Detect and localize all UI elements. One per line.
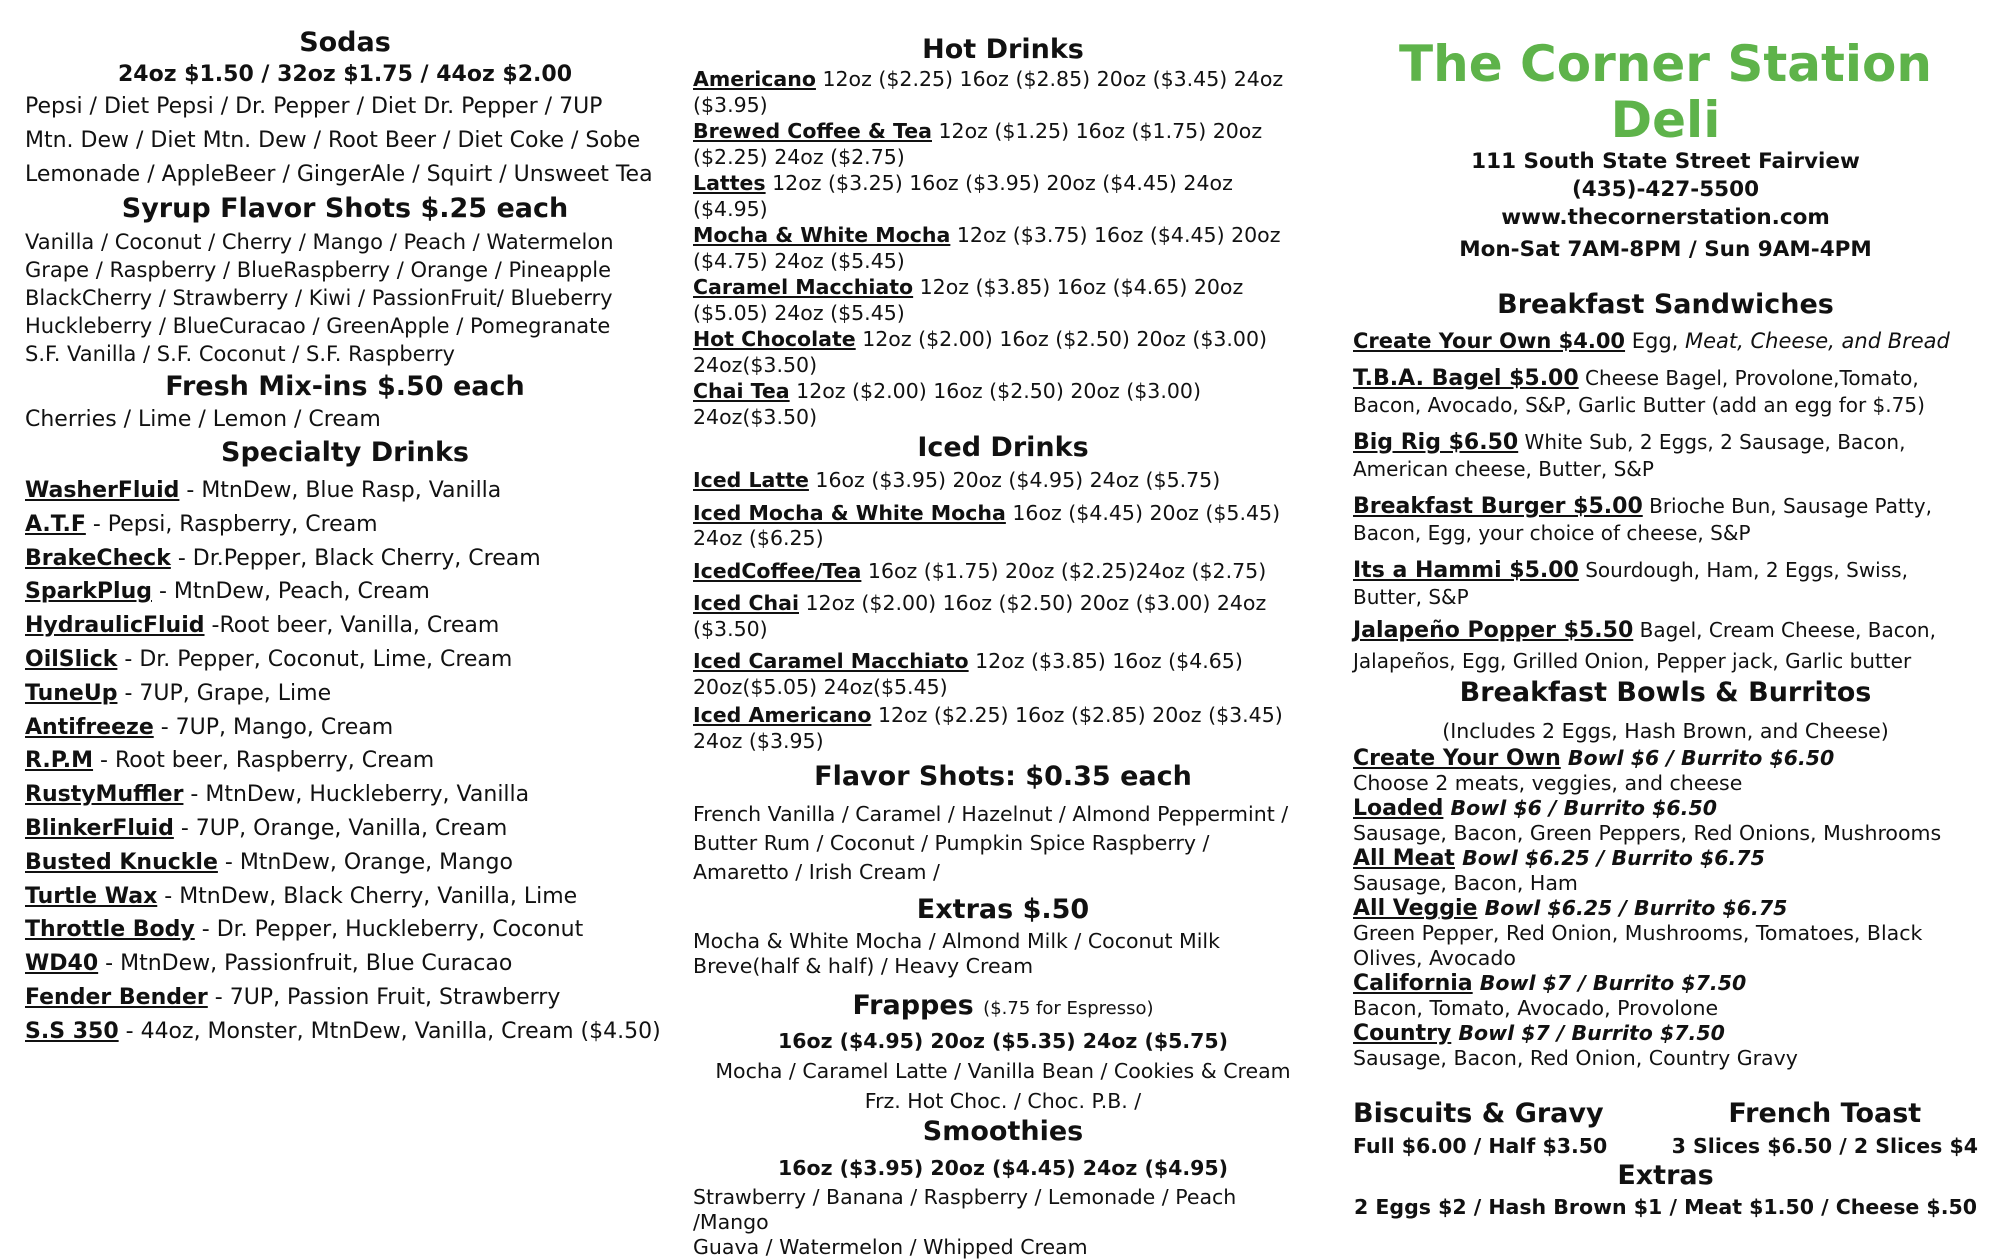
- iced-drink-item: [693, 559, 1313, 585]
- drink-prices: 12oz ($2.25) 16oz ($2.85) 20oz ($3.45) 24oz ($3.95): [693, 703, 1283, 753]
- specialty-item: [25, 677, 665, 711]
- specialty-item: [25, 846, 665, 880]
- biscuits-price: Full $6.00 / Half $3.50: [1353, 1134, 1608, 1158]
- sandwich-item: [1353, 328, 1978, 355]
- bowls-heading: Breakfast Bowls & Burritos: [1459, 677, 1872, 708]
- drink-name: Iced Latte: [693, 468, 809, 492]
- sandwich-item: [1353, 557, 1978, 611]
- specialty-desc: - 44oz, Monster, MtnDew, Vanilla, Cream ($4.50): [118, 1018, 661, 1044]
- specialty-item: [25, 744, 665, 778]
- hot-drink-item: [693, 119, 1313, 170]
- drink-prices: 12oz ($2.00) 16oz ($2.50) 20oz ($3.00) 24oz($3.50): [693, 379, 1201, 429]
- column-coffee-drinks: [693, 0, 1313, 1260]
- flavor-line: Butter Rum / Coconut / Pumpkin Spice Raspberry /: [693, 831, 1210, 855]
- hot-drink-item: [693, 379, 1313, 430]
- bowls-note: (Includes 2 Eggs, Hash Brown, and Cheese): [1442, 719, 1889, 743]
- frappes-sizes: 16oz ($4.95) 20oz ($5.35) 24oz ($5.75): [777, 1029, 1229, 1053]
- specialty-item: [25, 542, 665, 576]
- extras-right-line: 2 Eggs $2 / Hash Brown $1 / Meat $1.50 / Cheese $.50: [1353, 1195, 1978, 1219]
- specialty-item: [25, 508, 665, 542]
- hot-drink-item: [693, 171, 1313, 222]
- specialty-desc: - Pepsi, Raspberry, Cream: [85, 511, 378, 537]
- specialty-heading: Specialty Drinks: [221, 437, 469, 468]
- specialty-name: Fender Bender: [25, 984, 208, 1010]
- drink-name: Americano: [693, 67, 816, 91]
- breakfast-sandwiches-heading: Breakfast Sandwiches: [1497, 289, 1834, 320]
- flavor-shots-list: [693, 800, 1313, 887]
- specialty-desc: - 7UP, Grape, Lime: [117, 680, 332, 706]
- frappes-heading: [693, 989, 1313, 1026]
- bowl-desc: Sausage, Bacon, Red Onion, Country Gravy: [1353, 1046, 1798, 1070]
- bowl-name: All Meat: [1353, 846, 1455, 871]
- bowl-name: Country: [1353, 1021, 1452, 1046]
- specialty-item: [25, 778, 665, 812]
- specialty-desc: - MtnDew, Black Cherry, Vanilla, Lime: [157, 883, 578, 909]
- specialty-item: [25, 609, 665, 643]
- iced-drink-item: [693, 703, 1313, 754]
- soda-line: Mtn. Dew / Diet Mtn. Dew / Root Beer / Diet Coke / Sobe: [25, 128, 641, 153]
- flavor-line: Amaretto / Irish Cream /: [693, 860, 940, 884]
- specialty-item: [25, 880, 665, 914]
- frappes-line: Frz. Hot Choc. / Choc. P.B. /: [864, 1089, 1142, 1113]
- extras-line: Mocha & White Mocha / Almond Milk / Coconut Milk: [693, 929, 1220, 953]
- iced-drinks-list: [693, 468, 1313, 754]
- drink-name: Chai Tea: [693, 379, 790, 403]
- french-toast-heading: French Toast: [1728, 1098, 1922, 1129]
- specialty-desc: - 7UP, Mango, Cream: [153, 714, 394, 740]
- hot-drink-item: [693, 327, 1313, 378]
- specialty-item: [25, 947, 665, 981]
- syrup-line: Grape / Raspberry / BlueRaspberry / Orange / Pineapple: [25, 258, 612, 282]
- sandwich-name: Big Rig $6.50: [1353, 430, 1519, 455]
- bowl-item: [1353, 746, 1978, 796]
- specialty-name: OilSlick: [25, 646, 118, 672]
- bottom-row: [1353, 1097, 1978, 1161]
- hot-drinks-heading: Hot Drinks: [922, 34, 1084, 65]
- specialty-list: [25, 474, 665, 1049]
- specialty-name: HydraulicFluid: [25, 613, 205, 639]
- extras-list: [693, 929, 1313, 979]
- specialty-name: Busted Knuckle: [25, 849, 218, 875]
- specialty-name: TuneUp: [25, 680, 118, 706]
- specialty-desc: - Dr. Pepper, Coconut, Lime, Cream: [117, 646, 513, 672]
- bowls-list: [1353, 746, 1978, 1071]
- bowl-name: California: [1353, 971, 1473, 996]
- syrup-line: S.F. Vanilla / S.F. Coconut / S.F. Raspberry: [25, 342, 455, 366]
- sandwich-item: [1353, 429, 1978, 483]
- specialty-desc: - 7UP, Passion Fruit, Strawberry: [207, 984, 561, 1010]
- specialty-desc: - Dr. Pepper, Huckleberry, Coconut: [194, 917, 584, 943]
- sandwich-desc: Cheese Bagel, Provolone,Tomato, Bacon, Avocado, S&P, Garlic Butter (add an egg for $.75): [1353, 366, 1925, 417]
- biscuits-heading: Biscuits & Gravy: [1353, 1098, 1604, 1129]
- syrup-line: Huckleberry / BlueCuracao / GreenApple / Pomegranate: [25, 314, 611, 338]
- sodas-list: [25, 90, 665, 192]
- bowl-desc: Green Pepper, Red Onion, Mushrooms, Tomatoes, Black Olives, Avocado: [1353, 921, 1923, 970]
- smoothies-line: Guava / Watermelon / Whipped Cream: [693, 1235, 1088, 1259]
- specialty-desc: - MtnDew, Orange, Mango: [217, 849, 513, 875]
- bowl-name: All Veggie: [1353, 896, 1478, 921]
- drink-name: Iced Caramel Macchiato: [693, 649, 969, 673]
- sandwich-desc-italic: Meat, Cheese, and Bread: [1685, 329, 1950, 353]
- deli-address: 111 South State Street Fairview: [1471, 149, 1860, 174]
- drink-prices: 12oz ($2.00) 16oz ($2.50) 20oz ($3.00) 24oz($3.50): [693, 327, 1268, 377]
- smoothies-heading: Smoothies: [922, 1116, 1084, 1147]
- soda-line: Lemonade / AppleBeer / GingerAle / Squirt / Unsweet Tea: [25, 162, 653, 187]
- drink-name: Caramel Macchiato: [693, 275, 914, 299]
- specialty-name: BrakeCheck: [25, 545, 171, 571]
- iced-drink-item: [693, 501, 1313, 552]
- sandwich-name: Jalapeño Popper $5.50: [1353, 618, 1634, 643]
- specialty-desc: - Dr.Pepper, Black Cherry, Cream: [170, 545, 541, 571]
- sandwich-desc: White Sub, 2 Eggs, 2 Sausage, Bacon, American cheese, Butter, S&P: [1353, 430, 1906, 481]
- drink-name: Iced Mocha & White Mocha: [693, 500, 1006, 525]
- drink-prices: 12oz ($3.85) 16oz ($4.65) 20oz($5.05) 24oz($5.45): [693, 649, 1243, 699]
- sandwich-desc: Sourdough, Ham, 2 Eggs, Swiss, Butter, S&P: [1353, 558, 1908, 609]
- bowl-price: Bowl $7 / Burrito $7.50: [1472, 971, 1747, 995]
- specialty-desc: - MtnDew, Passionfruit, Blue Curacao: [98, 951, 513, 977]
- specialty-name: Antifreeze: [25, 714, 154, 740]
- drink-name: IcedCoffee/Tea: [693, 558, 862, 583]
- drink-name: Iced Chai: [693, 591, 799, 615]
- specialty-desc: - Root beer, Raspberry, Cream: [93, 748, 435, 774]
- smoothies-line: Strawberry / Banana / Raspberry / Lemonade / Peach /Mango: [693, 1185, 1237, 1234]
- specialty-name: Turtle Wax: [25, 883, 158, 909]
- flavor-line: French Vanilla / Caramel / Hazelnut / Almond Peppermint /: [693, 802, 1289, 826]
- hot-drinks-list: [693, 67, 1313, 430]
- drink-name: Mocha & White Mocha: [693, 223, 951, 247]
- sandwich-item: [1353, 615, 1978, 676]
- iced-drink-item: [693, 468, 1313, 494]
- hot-drink-item: [693, 67, 1313, 118]
- specialty-desc: - MtnDew, Huckleberry, Vanilla: [183, 782, 530, 808]
- deli-hours: Mon-Sat 7AM-8PM / Sun 9AM-4PM: [1459, 237, 1872, 262]
- bowl-price: Bowl $7 / Burrito $7.50: [1451, 1021, 1725, 1045]
- drink-name: Brewed Coffee & Tea: [693, 119, 932, 143]
- column-cold-drinks: [25, 0, 665, 1049]
- iced-drinks-heading: Iced Drinks: [917, 432, 1089, 463]
- specialty-name: WasherFluid: [25, 478, 180, 503]
- specialty-desc: -Root beer, Vanilla, Cream: [204, 613, 500, 639]
- bowl-price: Bowl $6.25 / Burrito $6.75: [1454, 846, 1765, 870]
- specialty-name: Throttle Body: [25, 917, 195, 943]
- bowl-name: Loaded: [1353, 796, 1444, 821]
- bowl-price: Bowl $6.25 / Burrito $6.75: [1477, 896, 1788, 920]
- sandwich-desc: Brioche Bun, Sausage Patty, Bacon, Egg, your choice of cheese, S&P: [1353, 494, 1932, 545]
- deli-info: [1353, 148, 1978, 264]
- bowl-name: Create Your Own: [1353, 746, 1561, 771]
- specialty-item: [25, 643, 665, 677]
- sandwich-desc: Bagel, Cream Cheese, Bacon, Jalapeños, Egg, Grilled Onion, Pepper jack, Garlic butter: [1353, 618, 1936, 673]
- specialty-name: SparkPlug: [25, 579, 152, 605]
- smoothies-list: [693, 1185, 1313, 1260]
- extras-heading: Extras $.50: [916, 894, 1090, 925]
- drink-name: Lattes: [693, 171, 766, 195]
- specialty-name: A.T.F: [25, 511, 86, 537]
- specialty-item: [25, 474, 665, 508]
- bowl-price: Bowl $6 / Burrito $6.50: [1560, 746, 1835, 770]
- hot-drink-item: [693, 275, 1313, 326]
- bowl-item: [1353, 896, 1978, 971]
- mixins-line: Cherries / Lime / Lemon / Cream: [25, 407, 381, 432]
- bowl-item: [1353, 846, 1978, 896]
- sandwich-desc: Egg,: [1625, 329, 1686, 353]
- hot-drink-item: [693, 223, 1313, 274]
- smoothies-sizes: 16oz ($3.95) 20oz ($4.45) 24oz ($4.95): [777, 1156, 1229, 1180]
- french-toast-price: 3 Slices $6.50 / 2 Slices $4: [1671, 1134, 1978, 1158]
- bowl-desc: Sausage, Bacon, Green Peppers, Red Onions, Mushrooms: [1353, 821, 1942, 845]
- specialty-desc: - MtnDew, Peach, Cream: [152, 579, 430, 605]
- specialty-item: [25, 812, 665, 846]
- frappes-line: Mocha / Caramel Latte / Vanilla Bean / Cookies & Cream: [715, 1059, 1291, 1083]
- iced-drink-item: [693, 649, 1313, 700]
- sandwich-item: [1353, 493, 1978, 547]
- iced-drink-item: [693, 591, 1313, 642]
- frappes-note: ($.75 for Espresso): [983, 998, 1154, 1019]
- drink-prices: 16oz ($1.75) 20oz ($2.25)24oz ($2.75): [861, 558, 1267, 583]
- biscuits-section: [1353, 1097, 1607, 1161]
- deli-website: www.thecornerstation.com: [1501, 205, 1830, 230]
- deli-name: The Corner Station Deli: [1399, 35, 1932, 149]
- syrup-line: BlackCherry / Strawberry / Kiwi / PassionFruit/ Blueberry: [25, 286, 613, 310]
- drink-prices: 16oz ($3.95) 20oz ($4.95) 24oz ($5.75): [808, 468, 1221, 492]
- drink-prices: 16oz ($4.45) 20oz ($5.45) 24oz ($6.25): [693, 500, 1281, 550]
- bowl-desc: Sausage, Bacon, Ham: [1353, 871, 1578, 895]
- specialty-desc: - MtnDew, Blue Rasp, Vanilla: [179, 478, 502, 503]
- specialty-item: [25, 981, 665, 1015]
- sandwich-item: [1353, 365, 1978, 419]
- flavor-shots-heading: Flavor Shots: $0.35 each: [814, 761, 1192, 792]
- specialty-name: RustyMuffler: [25, 782, 184, 808]
- specialty-item: [25, 913, 665, 947]
- frappes-title: Frappes: [852, 990, 974, 1021]
- sandwich-name: T.B.A. Bagel $5.00: [1353, 366, 1579, 391]
- sandwich-name: Create Your Own $4.00: [1353, 329, 1626, 353]
- specialty-name: S.S 350: [25, 1018, 119, 1044]
- bowl-item: [1353, 796, 1978, 846]
- syrup-list: [25, 228, 665, 368]
- bowl-price: Bowl $6 / Burrito $6.50: [1443, 796, 1717, 820]
- drink-prices: 12oz ($3.25) 16oz ($3.95) 20oz ($4.45) 24oz ($4.95): [693, 171, 1233, 221]
- deli-phone: (435)-427-5500: [1571, 177, 1760, 202]
- specialty-item: [25, 711, 665, 745]
- column-breakfast: [1353, 0, 1978, 1223]
- specialty-name: R.P.M: [25, 748, 94, 774]
- specialty-item: [25, 1015, 665, 1049]
- syrup-line: Vanilla / Coconut / Cherry / Mango / Peach / Watermelon: [25, 230, 614, 254]
- bowl-desc: Choose 2 meats, veggies, and cheese: [1353, 771, 1743, 795]
- specialty-name: WD40: [25, 951, 99, 977]
- sandwich-name: Breakfast Burger $5.00: [1353, 494, 1643, 519]
- bowl-desc: Bacon, Tomato, Avocado, Provolone: [1353, 996, 1719, 1020]
- mixins-heading: Fresh Mix-ins $.50 each: [165, 371, 525, 402]
- sandwich-name: Its a Hammi $5.00: [1353, 558, 1579, 583]
- bowl-item: [1353, 1021, 1978, 1071]
- syrup-heading: Syrup Flavor Shots $.25 each: [121, 193, 569, 224]
- drink-name: Iced Americano: [693, 703, 872, 727]
- sodas-sizes: 24oz $1.50 / 32oz $1.75 / 44oz $2.00: [117, 62, 573, 87]
- drink-prices: 12oz ($3.75) 16oz ($4.45) 20oz ($4.75) 24oz ($5.45): [693, 223, 1281, 273]
- french-toast-section: [1672, 1097, 1978, 1161]
- extras-right-heading: Extras: [1617, 1160, 1714, 1191]
- specialty-name: BlinkerFluid: [25, 815, 174, 841]
- drink-prices: 12oz ($1.25) 16oz ($1.75) 20oz ($2.25) 24oz ($2.75): [693, 119, 1263, 169]
- drink-name: Hot Chocolate: [693, 327, 856, 351]
- specialty-desc: - 7UP, Orange, Vanilla, Cream: [173, 815, 508, 841]
- specialty-item: [25, 575, 665, 609]
- extras-line: Breve(half & half) / Heavy Cream: [693, 954, 1034, 978]
- drink-prices: 12oz ($2.00) 16oz ($2.50) 20oz ($3.00) 24oz ($3.50): [693, 591, 1267, 641]
- drink-prices: 12oz ($3.85) 16oz ($4.65) 20oz ($5.05) 24oz ($5.45): [693, 275, 1244, 325]
- bowl-item: [1353, 971, 1978, 1021]
- breakfast-sandwiches-list: [1353, 328, 1978, 676]
- sodas-heading: Sodas: [299, 27, 391, 58]
- drink-prices: 12oz ($2.25) 16oz ($2.85) 20oz ($3.45) 24oz ($3.95): [693, 67, 1284, 117]
- soda-line: Pepsi / Diet Pepsi / Dr. Pepper / Diet Dr. Pepper / 7UP: [25, 94, 603, 119]
